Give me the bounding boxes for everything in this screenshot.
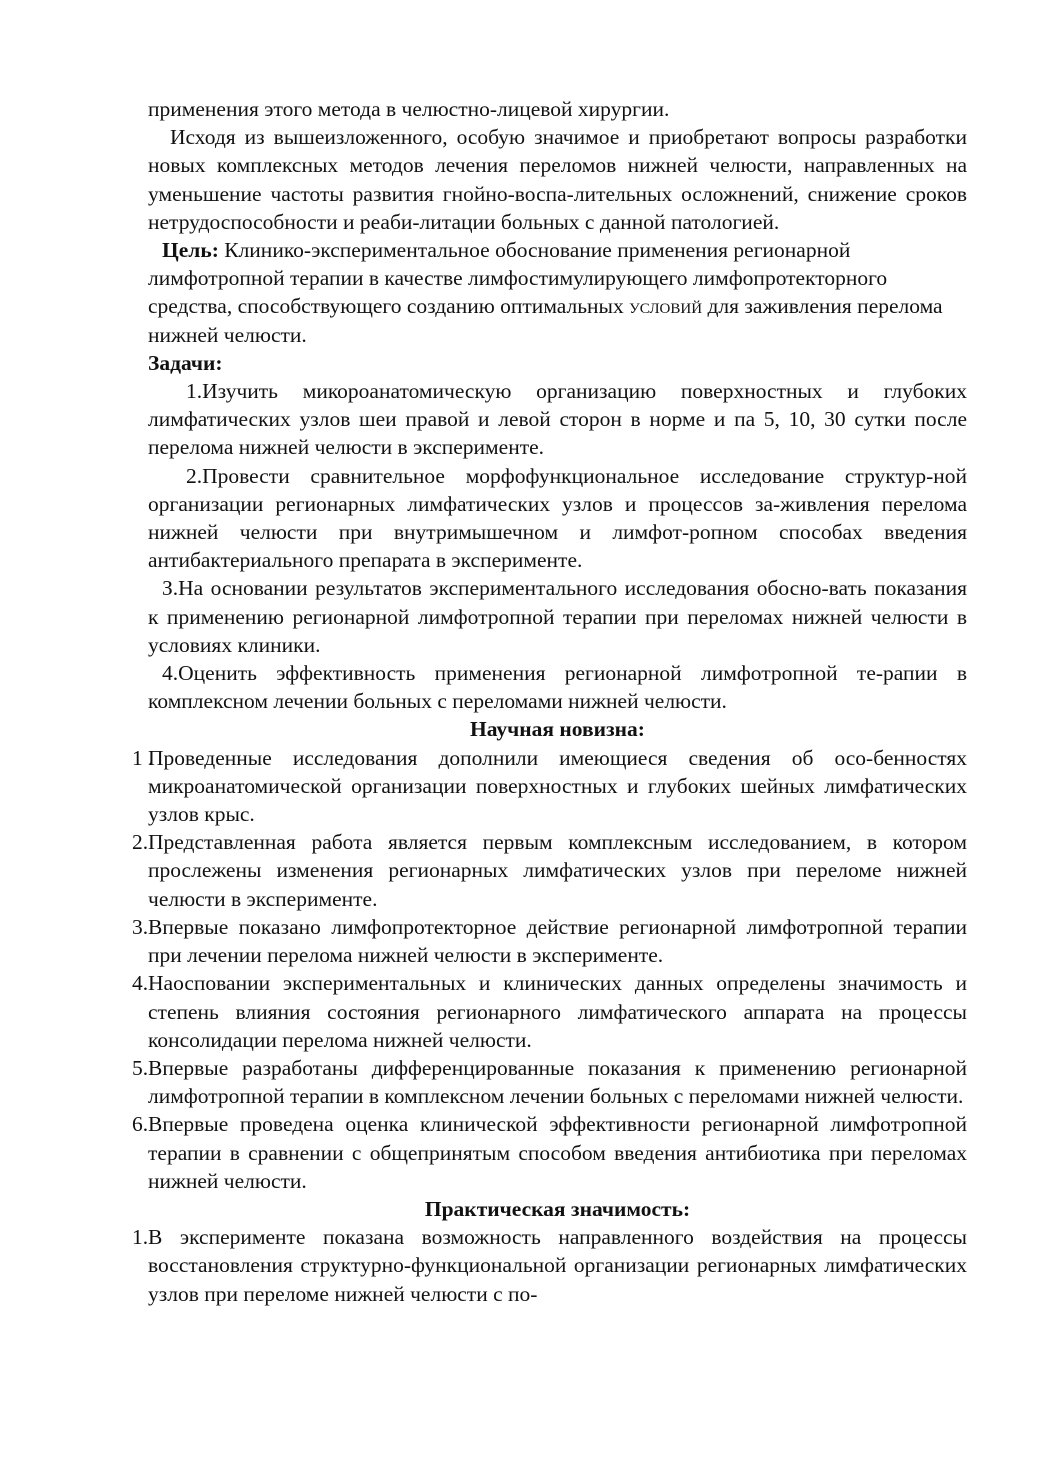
task-item-3: З.На основании результатов экспериментального исследования обосно-вать показания к применению регионарной лимфотропной терапии при переломах нижней челюсти в условиях клиники.: [148, 576, 967, 657]
novelty-item-3: [132, 913, 967, 969]
task-item-4: 4.Оценить эффективность применения регионарной лимфотропной те-рапии в комплексном лечении больных с переломами нижней челюсти.: [148, 661, 967, 714]
novelty-item-6: [132, 1110, 967, 1195]
practical-item-text: В эксперименте показана возможность направленного воздействия на процессы восстановления структурно-функциональной организации регионарных лимфатических узлов при переломе нижней челюсти с по-: [148, 1225, 967, 1306]
novelty-item-number: 2.: [132, 830, 149, 855]
novelty-item-5: [132, 1054, 967, 1110]
novelty-item-1: [132, 744, 967, 829]
novelty-list: [132, 744, 967, 1195]
intro-paragraph: Исходя из вышеизложенного, особую значимое и приобретают вопросы разработки новых комплексных методов лечения переломов нижней челюсти, направленных на уменьшение частоты развития гнойно-воспа-лительных осложнений, снижение сроков нетрудоспособности и реаби-литации больных с данной патологией.: [148, 125, 967, 234]
intro-line: применения этого метода в челюстно-лицевой хирургии.: [148, 97, 670, 121]
practical-list: [132, 1223, 967, 1308]
novelty-item-number: 3.: [132, 914, 149, 939]
novelty-item-text: Наосповании экспериментальных и клинических данных определены значимость и степень влияния состояния регионарного лимфатического аппарата на процессы консолидации перелома нижней челюсти.: [148, 971, 967, 1052]
novelty-heading: Научная новизна:: [470, 717, 645, 742]
novelty-item-number: 6.: [132, 1112, 149, 1137]
novelty-item-text: Представленная работа является первым комплексным исследованием, в котором прослежены изменения регионарных лимфатических узлов при переломе нижней челюсти в эксперименте.: [148, 830, 967, 911]
task-item-2: 2.Провести сравнительное морфофункциональное исследование структур-ной организации регионарных лимфатических узлов и процессов за-живления перелома нижней челюсти при внутримышечном и лимфот-ропном способах введения антибактериального препарата в эксперименте.: [148, 463, 967, 573]
novelty-item-number: 5.: [132, 1055, 149, 1080]
goal-text-end: для заживления перелома нижней челюсти.: [148, 294, 943, 347]
tasks-heading: Задачи:: [148, 350, 223, 375]
novelty-item-text: Впервые показано лимфопротекторное действие регионарной лимфотропной терапии при лечении перелома нижней челюсти в эксперименте.: [148, 914, 967, 968]
novelty-item-text: Проведенные исследования дополнили имеющиеся сведения об осо-бенностях микроанатомической организации поверхностных и глубоких шейных лимфатических узлов крыс.: [148, 745, 967, 827]
goal-text: Клинико-экспериментальное обоснование применения регионарной лимфотропной терапии в качестве лимфостимулирующего лимфопротекторного средства, способствующего созданию оптимальных: [148, 238, 888, 319]
goal-word-smallcaps: условий: [629, 294, 703, 319]
practical-heading: Практическая значимость:: [424, 1196, 691, 1221]
novelty-item-text: Впервые проведена оценка клинической эффективности регионарной лимфотропной терапии в сравнении с общепринятым способом введения антибиотика при переломах нижней челюсти.: [148, 1112, 967, 1193]
practical-item-1: [132, 1223, 967, 1308]
novelty-item-number: 4.: [132, 971, 149, 996]
practical-item-number: 1.: [132, 1225, 149, 1250]
task-item-1: 1.Изучить микороанатомическую организацию поверхностных и глубоких лимфатических узлов шеи правой и левой сторон в норме и па 5, 10, 30 сутки после перелома нижней челюсти в эксперименте.: [148, 379, 967, 460]
novelty-item-number: 1 .: [132, 745, 154, 770]
goal-paragraph: [148, 236, 967, 349]
novelty-item-2: [132, 828, 967, 913]
goal-label: Цель:: [162, 238, 219, 263]
novelty-item-4: [132, 969, 967, 1054]
novelty-item-text: Впервые разработаны дифференцированные показания к применению регионарной лимфотропной терапии в комплексном лечении больных с переломами нижней челюсти.: [148, 1055, 967, 1109]
